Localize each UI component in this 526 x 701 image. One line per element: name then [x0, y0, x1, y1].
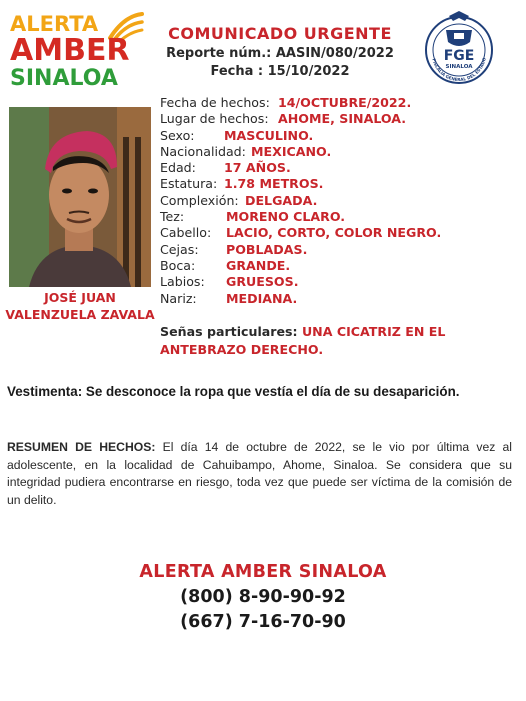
logo-word-sinaloa: SINALOA: [10, 66, 118, 91]
senas-particulares: [160, 323, 520, 359]
fact-label: Sexo:: [160, 127, 195, 143]
fact-value: POBLADAS.: [226, 241, 308, 257]
fact-label: Boca:: [160, 257, 196, 273]
fact-boca: [160, 258, 520, 274]
fact-value: MEDIANA.: [226, 290, 298, 306]
fact-label: Fecha de hechos:: [160, 95, 270, 110]
fact-value: AHOME, SINALOA.: [278, 111, 407, 127]
fact-cabello: [160, 225, 520, 241]
alerta-amber-logo: [10, 8, 145, 90]
fact-value: DELGADA.: [245, 192, 318, 208]
bulletin-title: COMUNICADO URGENTE: [168, 24, 392, 43]
bulletin-date: Fecha : 15/10/2022: [210, 64, 350, 79]
fact-value: GRANDE.: [226, 257, 291, 273]
fact-label: Cejas:: [160, 241, 199, 257]
fact-value: 14/OCTUBRE/2022.: [278, 95, 412, 110]
fact-cejas: [160, 242, 520, 258]
fact-label: Nariz:: [160, 290, 197, 306]
fact-estatura: [160, 176, 520, 192]
fact-value: MASCULINO.: [224, 127, 314, 143]
report-number: Reporte núm.: AASIN/080/2022: [166, 46, 394, 61]
fact-label: Tez:: [160, 209, 185, 225]
footer-title: ALERTA AMBER SINALOA: [139, 562, 387, 582]
fge-seal-subtext: SINALOA: [445, 64, 473, 70]
fact-value: MORENO CLARO.: [226, 209, 346, 225]
name-line-2: VALENZUELA ZAVALA: [5, 307, 155, 322]
senas-value: UNA CICATRIZ EN EL ANTEBRAZO DERECHO.: [160, 324, 446, 357]
missing-person-name: [0, 289, 160, 323]
resumen-hechos: [7, 439, 512, 509]
fact-fecha-hechos: [160, 95, 520, 111]
fact-label: Edad:: [160, 160, 196, 176]
name-line-1: JOSÉ JUAN: [44, 290, 116, 305]
logo-word-amber: AMBER: [10, 33, 130, 68]
fact-value: 17 AÑOS.: [224, 160, 291, 176]
bulletin-header: [160, 24, 400, 79]
facts-list: [160, 95, 520, 307]
resumen-label: RESUMEN DE HECHOS:: [7, 440, 156, 454]
fact-complexion: [160, 193, 520, 209]
fact-edad: [160, 160, 520, 176]
phone-number-2[interactable]: (667) 7-16-70-90: [180, 612, 346, 632]
fact-lugar-hechos: [160, 111, 520, 127]
fact-label: Labios:: [160, 274, 205, 290]
fact-value: 1.78 METROS.: [224, 176, 324, 192]
fact-label: Nacionalidad:: [160, 143, 246, 159]
fact-value: GRUESOS.: [226, 274, 299, 290]
fge-seal-ring-text: FISCALÍA GENERAL DEL ESTADO: [431, 57, 487, 83]
fact-value: MEXICANO.: [251, 143, 332, 159]
vestimenta-text: Vestimenta: Se desconoce la ropa que vestía el día de su desaparición.: [7, 384, 460, 399]
fact-sexo: [160, 128, 520, 144]
fact-label: Lugar de hechos:: [160, 111, 269, 127]
fact-nacionalidad: [160, 144, 520, 160]
fact-labios: [160, 274, 520, 290]
resumen-text: El día 14 de octubre de 2022, se le vio por última vez al adolescente, en la localidad de Cahuibampo, Ahome, Sinaloa. Se considera que su integridad pudiera encontrarse en riesgo, toda vez que puede ser víctima de la comisión de un delito.: [7, 440, 512, 507]
fact-label: Cabello:: [160, 225, 212, 241]
fact-label: Estatura:: [160, 176, 218, 192]
senas-label: Señas particulares:: [160, 324, 298, 339]
fge-seal-icon: [424, 10, 494, 86]
fge-seal-text: FGE: [443, 48, 475, 64]
fact-nariz: [160, 291, 520, 307]
logo-word-alerta: ALERTA: [10, 12, 99, 36]
phone-number-1[interactable]: (800) 8-90-90-92: [180, 587, 346, 607]
contact-footer: [0, 562, 526, 632]
fact-tez: [160, 209, 520, 225]
fact-value: LACIO, CORTO, COLOR NEGRO.: [226, 225, 442, 241]
missing-person-photo: [9, 107, 151, 287]
fact-label: Complexión:: [160, 192, 239, 208]
